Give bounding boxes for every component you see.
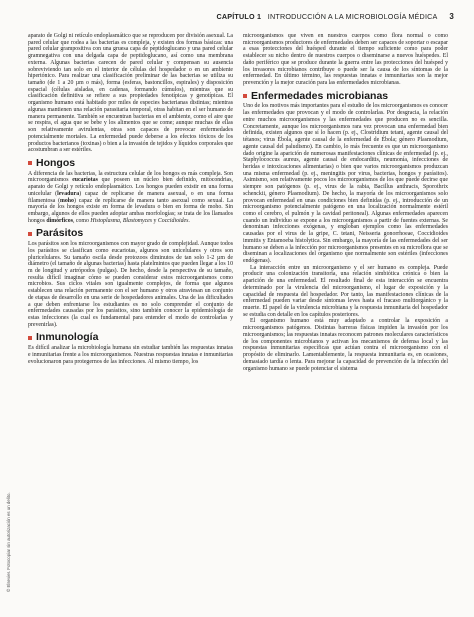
section-heading-text: Enfermedades microbianas [251,89,389,102]
section-heading-text: Hongos [36,156,76,169]
inmunologia-paragraph: Es difícil analizar la microbiología humana sin estudiar también las respuestas innatas e inmunitarias frente a los microorganismos. Nuestras respuestas innatas e inmunitarias evolucionaron para protegernos de las infecciones. Al mismo tiempo, los [28,345,233,365]
right-column [243,33,448,372]
section-heading-text: Inmunología [36,331,99,344]
left-column [28,33,233,365]
section-bullet-icon [243,94,247,98]
section-bullet-icon [28,336,32,340]
chapter-label: CAPÍTULO 1 [216,12,262,21]
inmunologia-continued-paragraph: microorganismos que viven en nuestros cuerpos como flora normal o como microorganismos productores de enfermedades deben ser capaces de soportar o escapar a esas protecciones del huésped durante el tiempo suficiente como para poder establecer su nicho dentro de nuestros cuerpos o diseminarse a nuevos huéspedes. El daño periférico que se produce durante la guerra entre las protecciones del huésped y los invasores microbianos contribuye o puede ser la causa de los síntomas de la enfermedad. En último término, las respuestas innatas e inmunitarias son la mejor prevención y la mejor curación para las enfermedades microbianas. [243,33,448,87]
section-bullet-icon [28,232,32,236]
section-heading-enfermedades [243,89,448,102]
organismo-paragraph: El organismo humano está muy adaptado a controlar la exposición a microorganismos patógenos. Distintas barreras físicas impiden la invasión por los microorganismos; las respuestas innatas reconocen patrones moleculares característicos de los componentes microbianos y activan los mecanismos de defensa local y las respuestas inmunitarias específicas que actúan contra el microorganismo con el propósito de eliminarlo. Lamentablemente, la respuesta inmunitaria es, en ocasiones, demasiado tardía o lenta. Para mejorar la capacidad de prevención de la infección del organismo humano se puede potenciar el sistema [243,318,448,372]
page-number: 3 [449,12,454,21]
section-heading-text: Parásitos [36,227,84,240]
copyright-notice: © Elsevier. Fotocopiar sin autorización es un delito. [6,492,11,592]
enfermedades-paragraph: Uno de los motivos más importantes para el estudio de los microorganismos es conocer las enfermedades que provocan y el modo de controlarlas. Por desgracia, la relación entre muchos microorganismos y las enfermedades que producen no es sencilla. Concretamente, aunque los microorganismos rara vez provocan una enfermedad bien definida, existen algunos que sí lo hacen (p. ej., Clostridium tetani, agente causal del tétanos; virus Ébola, agente causal de la enfermedad de Ébola; género Plasmodium, agente causal del paludismo). En cambio, lo más frecuente es que un microorganismo dado origine la aparición de numerosas manifestaciones clínicas de enfermedad (p. ej., Staphylococcus aureus, agente causal de endocarditis, neumonía, infecciones de heridas e intoxicaciones alimentarias) o bien que varios microorganismos produzcan una misma enfermedad (p. ej., meningitis por virus, bacterias, hongos y parásitos). Asimismo, son relativamente pocos los microorganismos de los que puede decirse que siempre son patógenos (p. ej., virus de la rabia, Bacillus anthracis, Sporothrix schenckii, género Plasmodium). De hecho, la mayoría de los microorganismos solo provocan enfermedad en unas condiciones bien definidas (p. ej., introducción de un microorganismo potencialmente patógeno en una localización normalmente estéril como el cerebro, el pulmón y la cavidad peritoneal). Algunas enfermedades aparecen cuando un individuo se expone a los microorganismos a partir de fuentes externas. Se denominan infecciones exógenas, y engloban ejemplos como las enfermedades causadas por el virus de la gripe, C. tetani, Neisseria gonorrhoeae, Coccidioides immitis y Entamoeba histolytica. Sin embargo, la mayoría de las enfermedades del ser humano se deben a la infección por microorganismos presentes en su microflora que se diseminan a localizaciones del organismo que normalmente son estériles (infecciones endógenas). [243,103,448,264]
hongos-paragraph: A diferencia de las bacterias, la estructura celular de los hongos es más compleja. Son microorganismos eucariotas que poseen un núcleo bien definido, mitocondrias, aparato de Golgi y retículo endoplasmático. Los hongos pueden existir en una forma unicelular (levadura) capaz de replicarse de manera asexual, o en una forma filamentosa (moho) capaz de replicarse de manera tanto asexual como sexual. La mayoría de los hongos existe en forma de levadura o bien en forma de moho. Sin embargo, algunos de ellos pueden adoptar ambas morfologías; se trata de los llamados hongos dimórficos, como Histoplasma, Blastomyces y Coccidioides. [28,170,233,224]
section-heading-parasitos [28,227,233,240]
interaccion-paragraph: La interacción entre un microorganismo y el ser humano es compleja. Puede producir una colonización transitoria, una relación simbiótica crónica o bien la aparición de una enfermedad. El resultado final de esta interacción se encuentra determinado por la virulencia del microorganismo, el lugar de exposición y la capacidad de respuesta del hospedador. Por tanto, las manifestaciones clínicas de la enfermedad pueden variar desde síntomas leves hasta el fracaso multiorgánico y la muerte. El papel de la virulencia microbiana y la respuesta inmunitaria del hospedador se estudia con detalle en los capítulos posteriores. [243,264,448,318]
running-header [216,12,454,21]
section-heading-inmunologia [28,331,233,344]
chapter-title: INTRODUCCIÓN A LA MICROBIOLOGÍA MÉDICA [267,12,438,21]
parasitos-paragraph: Los parásitos son los microorganismos con mayor grado de complejidad. Aunque todos los parásitos se clasifican como eucariotas, algunos son unicelulares y otros son pluricelulares. Su tamaño oscila desde protozoos diminutos de tan solo 1-2 µm de diámetro (el tamaño de algunas bacterias) hasta platelmintos que pueden llegar a los 10 m de longitud y artrópodos (pulgas). De hecho, desde la perspectiva de su tamaño, resulta difícil imaginar cómo se pueden considerar estos microorganismos como microbios. Sus ciclos vitales son igualmente complejos, de forma que algunos establecen una relación permanente con el ser humano y otros atraviesan un conjunto de etapas de desarrollo en una serie de hospedadores animales. Una de las dificultades a que deben enfrentarse los estudiantes es no solo comprender el conjunto de enfermedades causadas por los parásitos, sino también conocer la epidemiología de estas infecciones (la cual es fundamental para entender el modo de controlarlas y prevenirlas). [28,241,233,328]
bacteria-paragraph: aparato de Golgi ni retículo endoplasmático que se reproducen por división asexual. La pared celular que rodea a las bacterias es compleja, y existen dos formas básicas: una pared celular grampositiva con una gruesa capa de peptidoglucano y una pared celular gramnegativa con una delgada capa de peptidoglucano, así como una membrana externa. Algunas bacterias carecen de pared celular y compensan su ausencia sobreviviendo tan solo en el interior de células del hospedador o en un ambiente hipertónico. Para realizar una clasificación preliminar de las bacterias se utiliza su tamaño (de 1 a 20 µm o más), forma (esferas, bastoncillos, espirales) y disposición espacial (células aisladas, en cadenas, formando cúmulos), mientras que su clasificación definitiva se refiere a sus propiedades fenotípicas y genotípicas. El organismo humano está habitado por miles de especies bacterianas distintas; mientras algunas mantienen una relación parasitaria temporal, otras habitan en el ser humano de manera permanente. También se encuentran bacterias en el ambiente, como el aire que se respira, el agua que se bebe y los alimentos que se come; aunque muchas de ellas son relativamente avirulentas, otras son capaces de provocar enfermedades potencialmente mortales. La enfermedad puede deberse a los efectos tóxicos de los productos bacterianos (toxinas) o bien a la invasión de tejidos y líquidos corporales que acostumbran a ser estériles. [28,33,233,154]
section-bullet-icon [28,161,32,165]
section-heading-hongos [28,156,233,169]
